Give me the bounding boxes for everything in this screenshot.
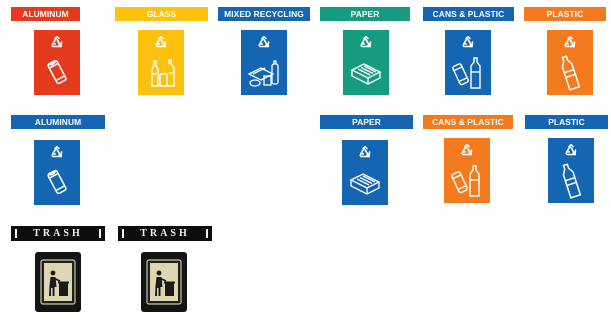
trash-bin-person-icon [141, 252, 187, 312]
sign-card [342, 140, 388, 205]
sign-label: CANS & PLASTIC [423, 7, 514, 21]
plastic-bottle-icon [547, 30, 593, 95]
paper-icon [342, 140, 388, 205]
can-bottle-icon [444, 138, 490, 203]
paper-icon [343, 30, 389, 95]
sign-card [548, 138, 594, 203]
sign-card [138, 30, 184, 95]
sign-card [445, 30, 491, 95]
sign-label: TRASH [118, 226, 212, 241]
sign-label: PAPER [320, 115, 413, 129]
sign-card [34, 140, 80, 205]
trash-bin-person-icon [35, 252, 81, 312]
sign-card [547, 30, 593, 95]
sign-label: PLASTIC [525, 115, 608, 129]
sign-card [34, 30, 80, 95]
sign-label: PAPER [320, 7, 410, 21]
mixed-recycling-icon [241, 30, 287, 95]
sign-card [343, 30, 389, 95]
plastic-bottle-icon [548, 138, 594, 203]
sign-card [35, 252, 81, 312]
bottles-icon [138, 30, 184, 95]
can-icon [34, 30, 80, 95]
sign-label: CANS & PLASTIC [423, 115, 513, 129]
sign-label: TRASH [11, 226, 105, 241]
sign-label: GLASS [115, 7, 208, 21]
sign-card [141, 252, 187, 312]
sign-label: MIXED RECYCLING [218, 7, 310, 21]
sign-card [444, 138, 490, 203]
can-icon [34, 140, 80, 205]
can-bottle-icon [445, 30, 491, 95]
sign-card [241, 30, 287, 95]
sign-label: PLASTIC [524, 7, 606, 21]
sign-label: ALUMINUM [11, 115, 105, 129]
sign-label: ALUMINUM [11, 7, 80, 21]
